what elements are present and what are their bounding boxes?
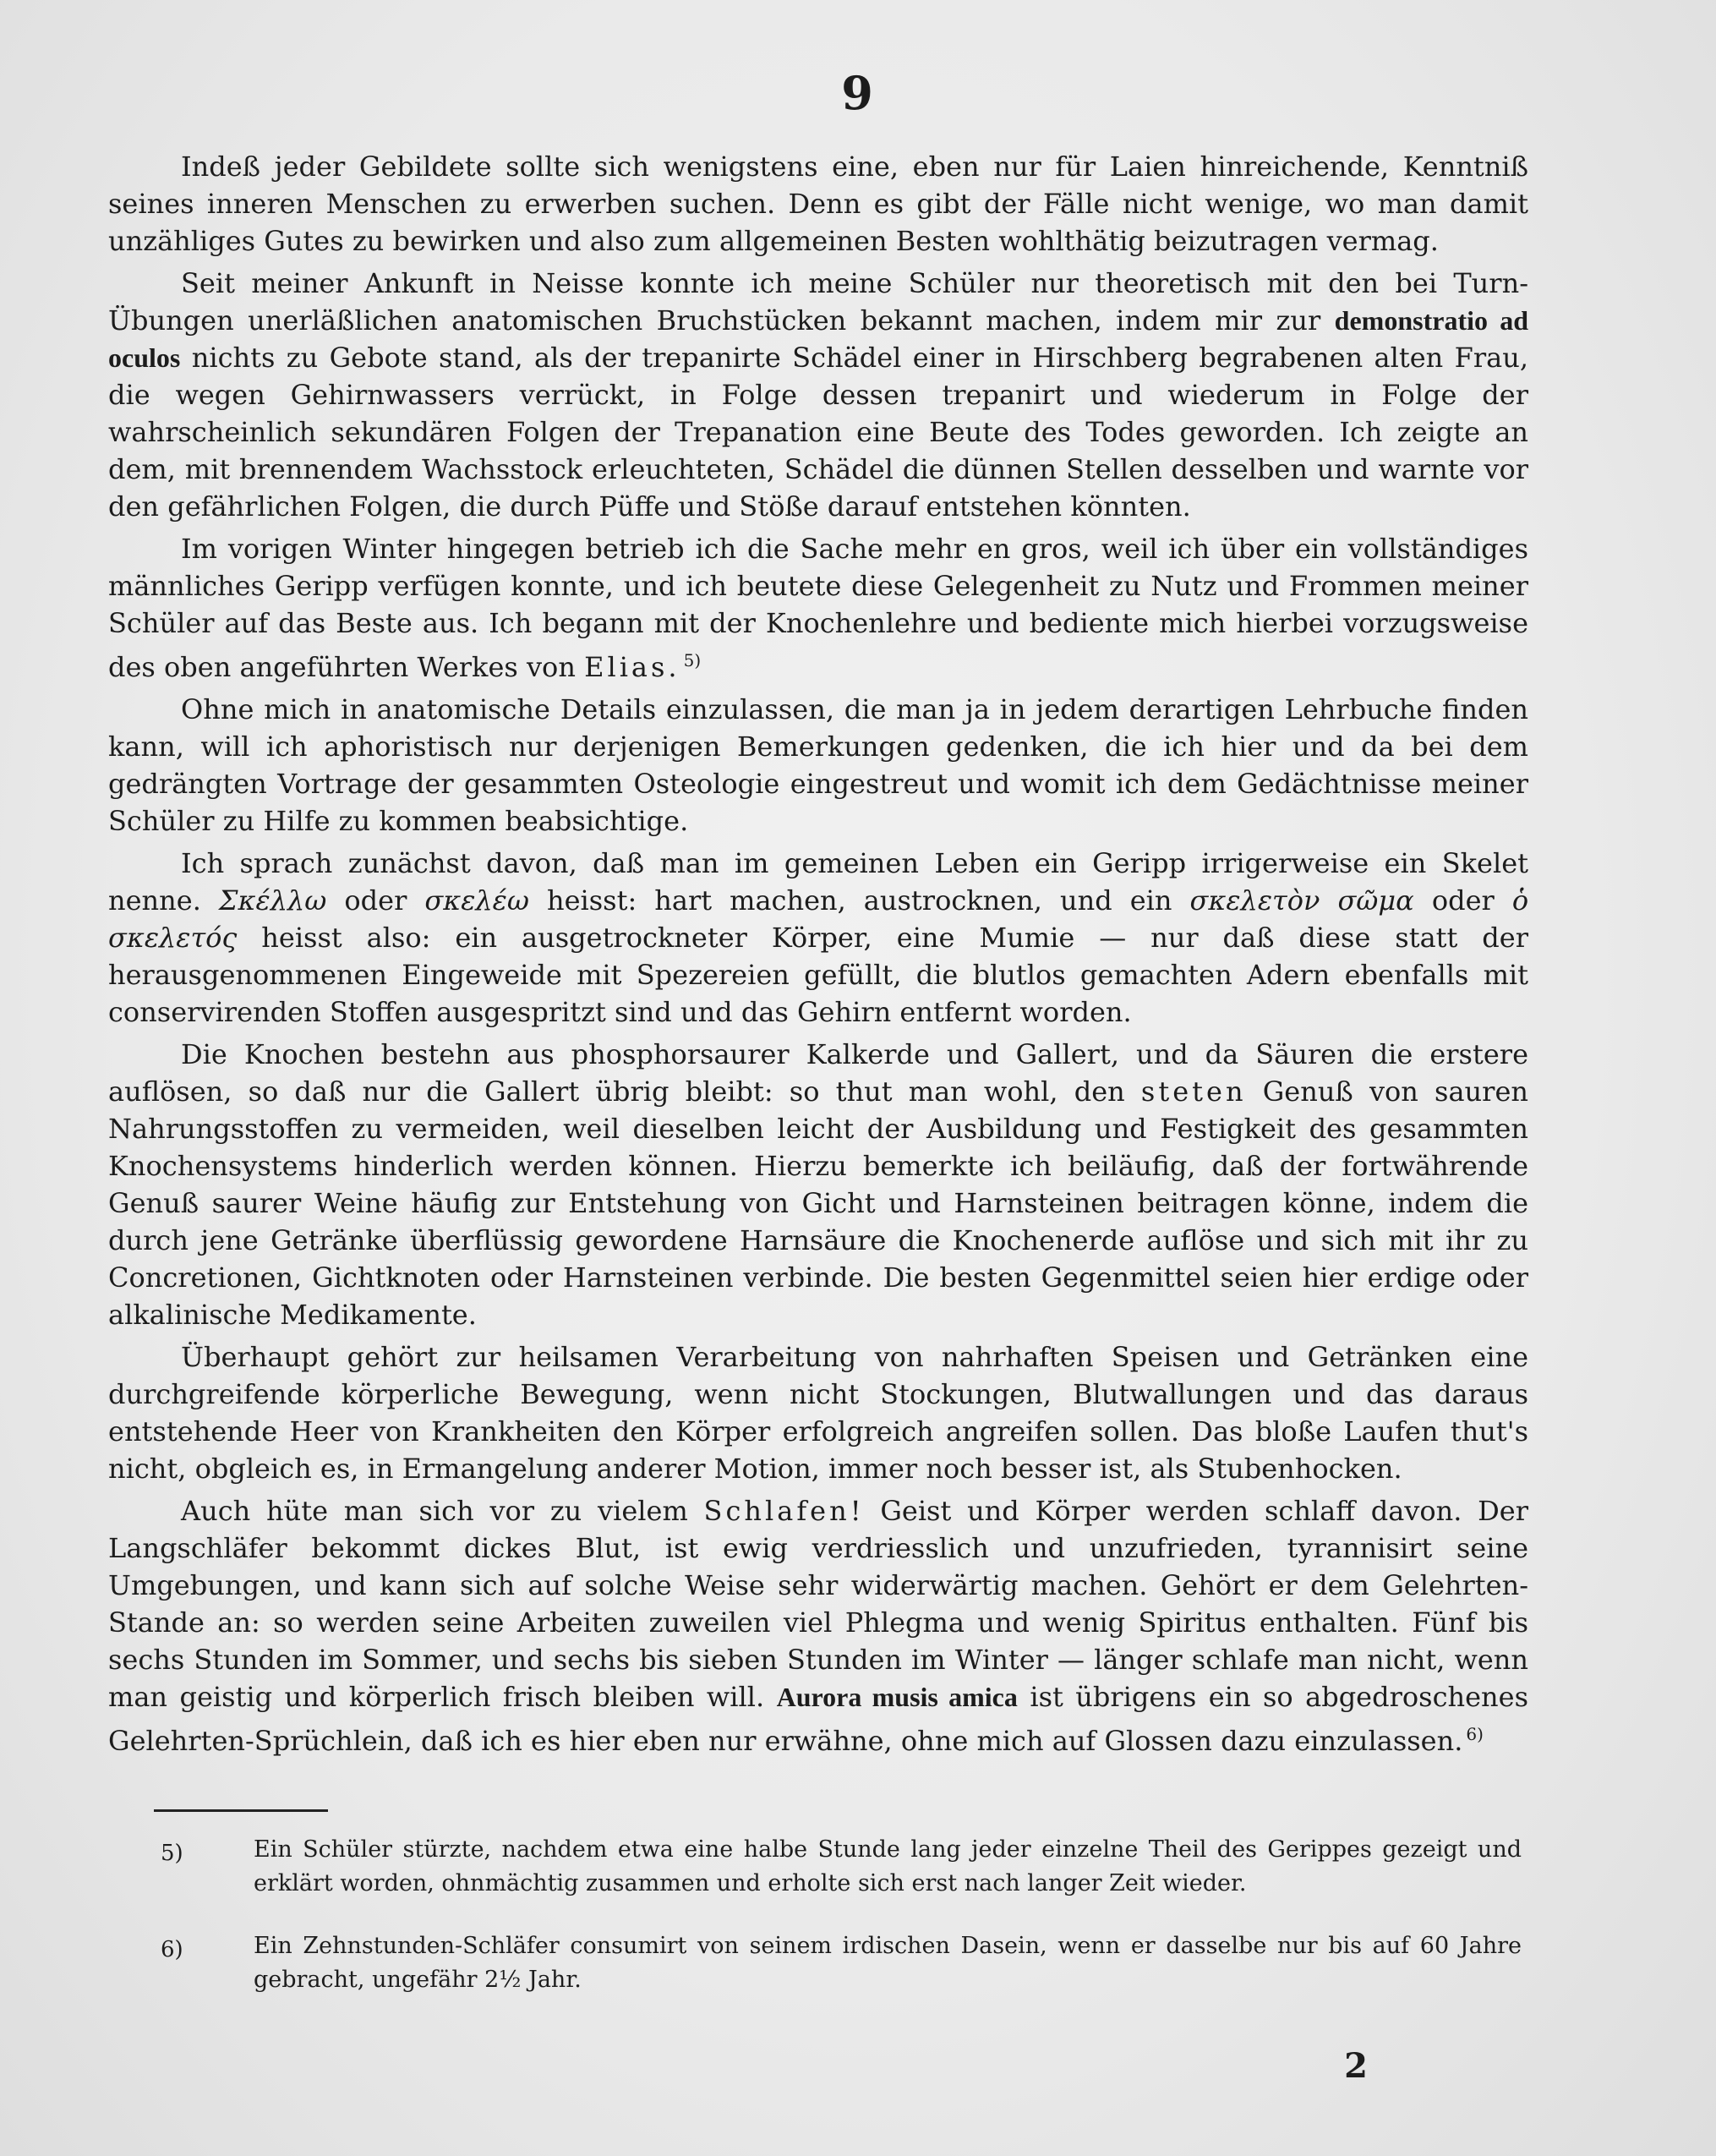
- footnote-text: Ein Schüler stürzte, nachdem etwa eine halbe Stunde lang jeder einzelne Theil des Gerippes gezeigt und erklärt worden, ohnmächtig zusammen und erholte sich erst nach langer Zeit wieder.: [254, 1836, 1522, 1896]
- paragraph-6-text-a: Die Knochen bestehn aus phosphorsaurer Kalkerde und Gallert, und da Säuren die erstere auflösen, so daß nur die Gallert übrig bleibt: so thut man wohl, den: [108, 1038, 1528, 1108]
- paragraph-5-text-d: oder: [1431, 884, 1495, 917]
- paragraph-8-text-b: Geist und Körper werden schlaff davon. Der Langschläfer bekommt dickes Blut, ist ewig verdriesslich und unzufrieden, tyrannisirt seine Umgebungen, und kann sich auf solche Weise sehr widerwärtig machen. Gehört er dem Gelehrten-Stande an: so werden seine Arbeiten zuweilen viel Phlegma und wenig Spiritus enthalten. Fünf bis sechs Stunden im Sommer, und sechs bis sieben Stunden im Winter — länger schlafe man nicht, wenn man geistig und körperlich frisch bleiben will.: [108, 1495, 1529, 1713]
- footnote-divider: [154, 1809, 328, 1812]
- latin-phrase: Aurora musis amica: [776, 1682, 1018, 1712]
- emphasized-word: steten: [1140, 1075, 1247, 1108]
- emphasized-word: Schlafen!: [703, 1495, 865, 1527]
- paragraph-1-text: Indeß jeder Gebildete sollte sich wenigstens eine, eben nur für Laien hinreichende, Kenntniß seines inneren Menschen zu erwerben suchen. Denn es gibt der Fälle nicht wenige, wo man damit unzähliges Gutes zu bewirken und also zum allgemeinen Besten wohlthätig beizutragen vermag.: [108, 150, 1528, 257]
- latin-phrase: demonstratio ad oculos: [108, 305, 1529, 373]
- greek-phrase: σκελετὸν σῶμα: [1189, 884, 1414, 917]
- paragraph-2-text-a: Seit meiner Ankunft in Neisse konnte ich meine Schüler nur theoretisch mit den bei Turn-Übungen unerläßlichen anatomischen Bruchstücken bekannt machen, indem mir zur: [108, 267, 1528, 337]
- footnotes: [161, 1833, 1522, 2026]
- paragraph-8-text-c: ist übrigens ein so abgedroschenes Gelehrten-Sprüchlein, daß ich es hier eben nur erwähne, ohne mich auf Glossen dazu einzulassen.: [108, 1681, 1529, 1757]
- paragraph-3: [108, 530, 1528, 686]
- paragraph-6: [108, 1036, 1528, 1333]
- footnote-marker: 6): [161, 1937, 183, 1962]
- paragraph-4-text: Ohne mich in anatomische Details einzulassen, die man ja in jedem derartigen Lehrbuche finden kann, will ich aphoristisch nur derjenigen Bemerkungen gedenken, die ich hier und da bei dem gedrängten Vortrage der gesammten Osteologie eingestreut und womit ich dem Gedächtnisse meiner Schüler zu Hilfe zu kommen beabsichtige.: [108, 693, 1528, 837]
- greek-word: Σκέλλω: [218, 884, 327, 917]
- footnote-marker: 5): [161, 1841, 183, 1866]
- greek-word: σκελέω: [424, 884, 529, 917]
- author-name: Elias.: [584, 651, 680, 683]
- footnote-6: [161, 1929, 1522, 1997]
- footnote-ref-5[interactable]: 5): [683, 650, 702, 670]
- paragraph-5-text-e: heisst also: ein ausgetrockneter Körper, eine Mumie — nur daß diese statt der herausgenommenen Eingeweide mit Spezereien gefüllt, die blutlos gemachten Adern ebenfalls mit conservirenden Stoffen ausgespritzt sind und das Gehirn entfernt worden.: [108, 922, 1529, 1028]
- paragraph-3-text: Im vorigen Winter hingegen betrieb ich die Sache mehr en gros, weil ich über ein vollständiges männliches Geripp verfügen konnte, und ich beutete diese Gelegenheit zu Nutz und Frommen meiner Schüler auf das Beste aus. Ich begann mit der Knochenlehre und bediente mich hierbei vorzugsweise des oben angeführten Werkes von: [108, 533, 1528, 683]
- main-text: [108, 148, 1528, 1765]
- paragraph-8: [108, 1492, 1528, 1759]
- paragraph-7-text: Überhaupt gehört zur heilsamen Verarbeitung von nahrhaften Speisen und Getränken eine durchgreifende körperliche Bewegung, wenn nicht Stockungen, Blutwallungen und das daraus entstehende Heer von Krankheiten den Körper erfolgreich angreifen sollen. Das bloße Laufen thut's nicht, obgleich es, in Ermangelung anderer Motion, immer noch besser ist, als Stubenhocken.: [108, 1341, 1528, 1485]
- paragraph-5-text-a: Ich sprach zunächst davon, daß man im gemeinen Leben ein Geripp irrigerweise ein Skelet nenne.: [108, 847, 1528, 917]
- paragraph-7: [108, 1338, 1528, 1487]
- page-number: 9: [841, 66, 875, 120]
- greek-phrase: ὁ σκελετός: [108, 884, 1529, 954]
- paragraph-8-text-a: Auch hüte man sich vor zu vielem: [181, 1495, 688, 1527]
- paragraph-2-text-b: nichts zu Gebote stand, als der trepanirte Schädel einer in Hirschberg begrabenen alten Frau, die wegen Gehirnwassers verrückt, in Folge dessen trepanirt und wiederum in Folge der wahrscheinlich sekundären Folgen der Trepanation eine Beute des Todes geworden. Ich zeigte an dem, mit brennendem Wachsstock erleuchteten, Schädel die dünnen Stellen desselben und warnte vor den gefährlichen Folgen, die durch Püffe und Stöße darauf entstehen könnten.: [108, 342, 1529, 523]
- paragraph-4: [108, 691, 1528, 840]
- paragraph-5: [108, 845, 1528, 1031]
- footnote-5: [161, 1833, 1522, 1901]
- printer-signature-mark: 2: [1344, 2046, 1368, 2086]
- paragraph-1: [108, 148, 1528, 260]
- footnote-text: Ein Zehnstunden-Schläfer consumirt von seinem irdischen Dasein, wenn er dasselbe nur bis auf 60 Jahre gebracht, ungefähr 2½ Jahr.: [254, 1933, 1522, 1993]
- paragraph-6-text-b: Genuß von sauren Nahrungsstoffen zu vermeiden, weil dieselben leicht der Ausbildung und Festigkeit des gesammten Knochensystems hinderlich werden können. Hierzu bemerkte ich beiläufig, daß der fortwährende Genuß saurer Weine häufig zur Entstehung von Gicht und Harnsteinen beitragen könne, indem die durch jene Getränke überflüssig gewordene Harnsäure die Knochenerde auflöse und sich mit ihr zu Concretionen, Gichtknoten oder Harnsteinen verbinde. Die besten Gegenmittel seien hier erdige oder alkalinische Medikamente.: [108, 1075, 1529, 1331]
- paragraph-5-text-c: heisst: hart machen, austrocknen, und ein: [546, 884, 1172, 917]
- paragraph-5-text-b: oder: [344, 884, 407, 917]
- footnote-ref-6[interactable]: 6): [1466, 1724, 1484, 1744]
- paragraph-2: [108, 265, 1528, 525]
